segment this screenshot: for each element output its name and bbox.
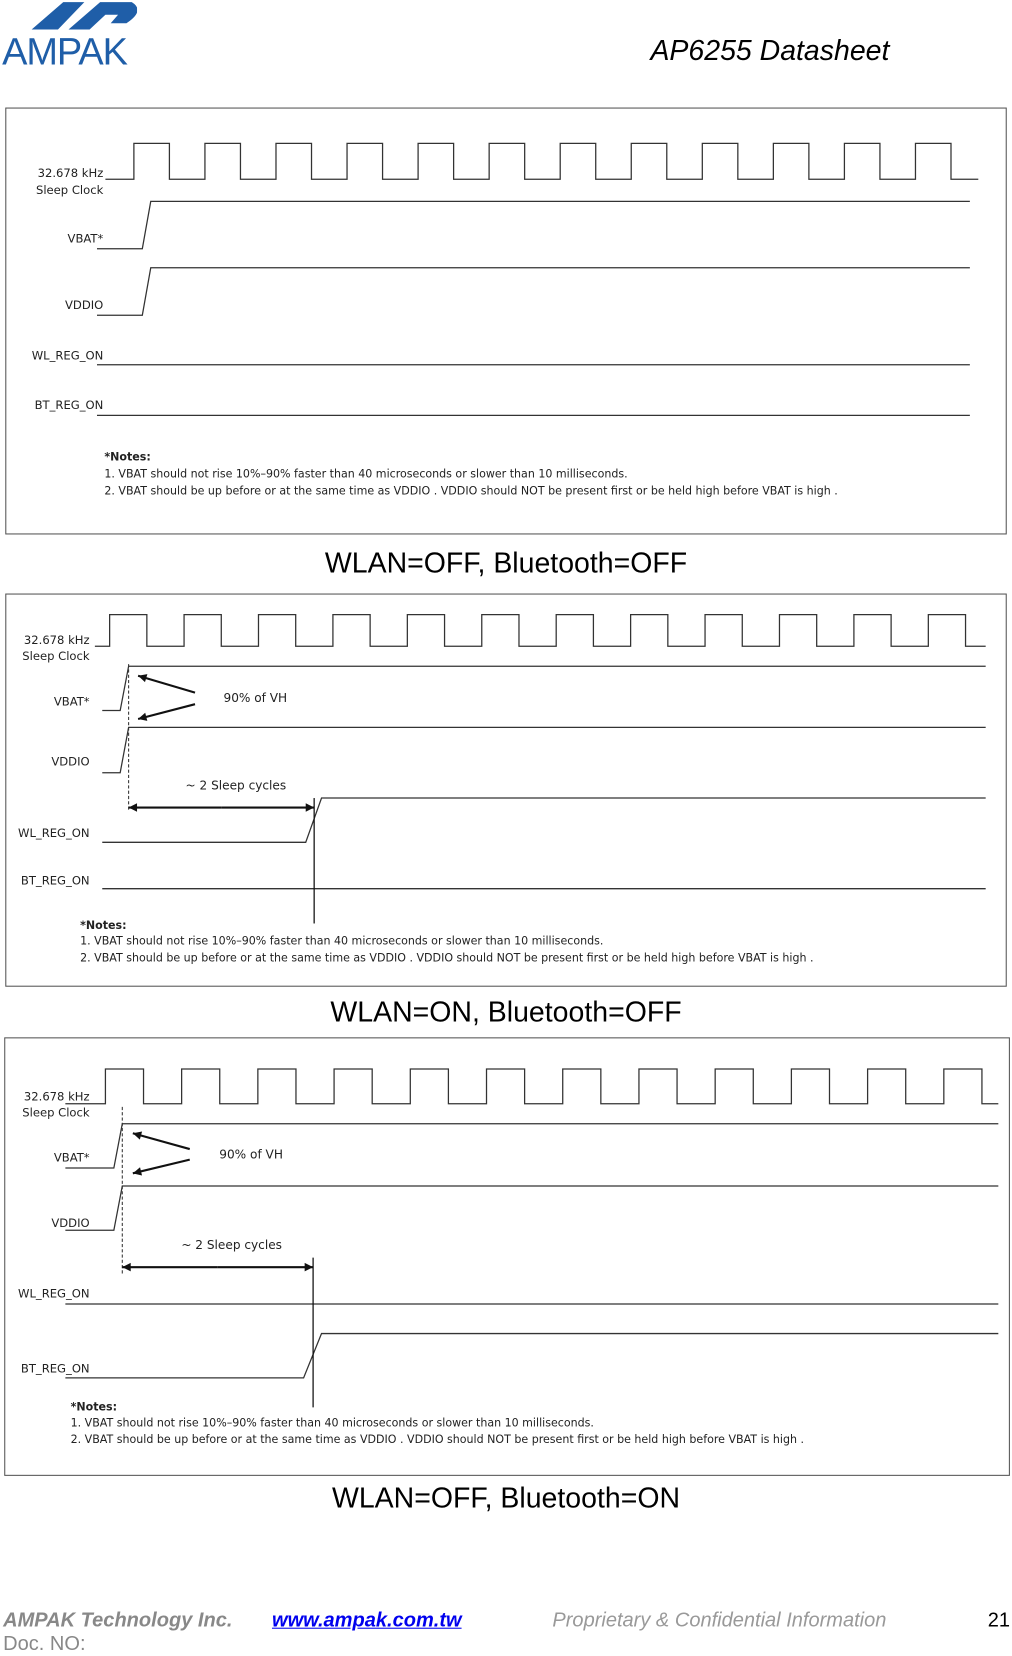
vddio-waveform (102, 727, 985, 772)
signal-label-vbat: VBAT* (53, 694, 90, 709)
sleep-clock-waveform (95, 615, 986, 647)
arrowhead-icon (305, 1263, 313, 1271)
sleep-clock-waveform (105, 143, 978, 179)
document-title: AP6255 Datasheet (650, 34, 890, 67)
threshold-arrow (133, 1160, 190, 1174)
footer-confidential: Proprietary & Confidential Information (552, 1609, 887, 1632)
note-line: 2. VBAT should be up before or at the same time as VDDIO . VDDIO should NOT be present first or be held high before VBAT is high . (104, 484, 838, 498)
vbat-waveform (97, 201, 970, 248)
threshold-arrow (138, 676, 195, 693)
wl-reg-on-waveform (102, 798, 985, 842)
delay-annotation: ~ 2 Sleep cycles (185, 778, 287, 793)
signal-label-clock_line1: 32.678 kHz (23, 1089, 90, 1104)
signal-label-clock_line2: Sleep Clock (22, 1105, 90, 1120)
vddio-waveform (65, 1186, 998, 1230)
signal-label-clock_line2: Sleep Clock (22, 648, 90, 663)
notes-heading: *Notes: (70, 1400, 118, 1414)
vbat-waveform (65, 1124, 998, 1168)
sleep-clock-waveform (65, 1069, 998, 1104)
note-line: 2. VBAT should be up before or at the same time as VDDIO . VDDIO should NOT be present first or be held high before VBAT is high . (70, 1433, 805, 1447)
signal-label-wl: WL_REG_ON (18, 826, 90, 841)
arrowhead-icon (133, 1167, 142, 1175)
notes-heading: *Notes: (104, 450, 151, 464)
signal-label-wl: WL_REG_ON (18, 1286, 90, 1301)
page-number: 21 (987, 1609, 1011, 1632)
notes-heading: *Notes: (80, 918, 127, 932)
signal-label-bt: BT_REG_ON (34, 398, 104, 413)
footer-website-link[interactable]: www.ampak.com.tw (271, 1609, 462, 1632)
doc-number: Doc. NO: (3, 1632, 86, 1656)
diagram-1-caption: WLAN=OFF, Bluetooth=OFF (324, 547, 688, 579)
note-line: 1. VBAT should not rise 10%–90% faster than 40 microseconds or slower than 10 milliseconds. (80, 934, 604, 948)
footer-company: AMPAK Technology Inc. (3, 1609, 233, 1632)
signal-label-bt: BT_REG_ON (20, 1361, 90, 1376)
threshold-annotation: 90% of VH (219, 1147, 283, 1162)
datasheet-page: AMPAK AP6255 Datasheet WLAN=OFF, Bluetooth=OFF WLAN=ON, Bluetooth=OFF WLAN=OFF, Bluetooth=ON 32.678 kHz Sleep Clock VBAT* VDDIO WL_REG_ON BT_REG_ON *Notes: 1. VBAT should not rise 10%–90% faster than 40 microseconds or slower than 10 milliseconds. 2. VBAT should be up before or at the same time as VDDIO . VDDIO should NOT be present first or be held high before VBAT is high . 90% of VH ~ 2 Sleep cycles 32.678 kHz Sleep Clock VBAT* VDDIO WL_REG_ON BT_REG_ON *Notes: 1. VBAT should not rise 10%–90% faster than 40 microseconds or slower than 10 milliseconds. 2. VBAT should be up before or at the same time as VDDIO . VDDIO should NOT be present first or be held high before VBAT is high . 90% of VH ~ 2 Sleep cycles 32.678 kHz Sleep Clock VBAT* VDDIO WL_REG_ON BT_REG_ON *Notes: 1. VBAT should not rise 10%–90% faster than 40 microseconds or slower than 10 milliseconds. 2. VBAT should be up before or at the same time as VDDIO . VDDIO should NOT be present first or be held high before VBAT is high . AMPAK Technology Inc. www.ampak.com.tw Proprietary & Confidential Information 21 Doc. NO: (0, 0, 1012, 1656)
signal-label-clock_line2: Sleep Clock (35, 182, 104, 197)
arrowhead-icon (306, 803, 314, 811)
signal-label-wl: WL_REG_ON (31, 348, 104, 363)
arrowhead-icon (129, 803, 137, 811)
diagram-3-caption: WLAN=OFF, Bluetooth=ON (331, 1482, 681, 1514)
signal-label-vbat: VBAT* (53, 1150, 90, 1165)
note-line: 1. VBAT should not rise 10%–90% faster than 40 microseconds or slower than 10 milliseconds. (104, 467, 628, 481)
vddio-waveform (97, 268, 970, 315)
signal-label-vddio: VDDIO (51, 1216, 90, 1231)
signal-label-vddio: VDDIO (65, 297, 104, 312)
signal-label-clock_line1: 32.678 kHz (37, 166, 104, 181)
diagram-2-caption: WLAN=ON, Bluetooth=OFF (330, 996, 682, 1028)
signal-label-vddio: VDDIO (51, 754, 90, 769)
signal-label-vbat: VBAT* (67, 231, 104, 246)
delay-annotation: ~ 2 Sleep cycles (181, 1238, 282, 1253)
note-line: 1. VBAT should not rise 10%–90% faster than 40 microseconds or slower than 10 milliseconds. (70, 1416, 594, 1430)
threshold-annotation: 90% of VH (223, 691, 288, 706)
signal-label-bt: BT_REG_ON (20, 873, 90, 888)
note-line: 2. VBAT should be up before or at the same time as VDDIO . VDDIO should NOT be present first or be held high before VBAT is high . (80, 951, 814, 965)
arrowhead-icon (122, 1263, 130, 1271)
signal-label-clock_line1: 32.678 kHz (23, 633, 90, 648)
bt-reg-on-waveform (65, 1334, 998, 1378)
threshold-arrow (138, 704, 195, 719)
threshold-arrow (133, 1133, 190, 1149)
arrowhead-icon (138, 713, 147, 721)
